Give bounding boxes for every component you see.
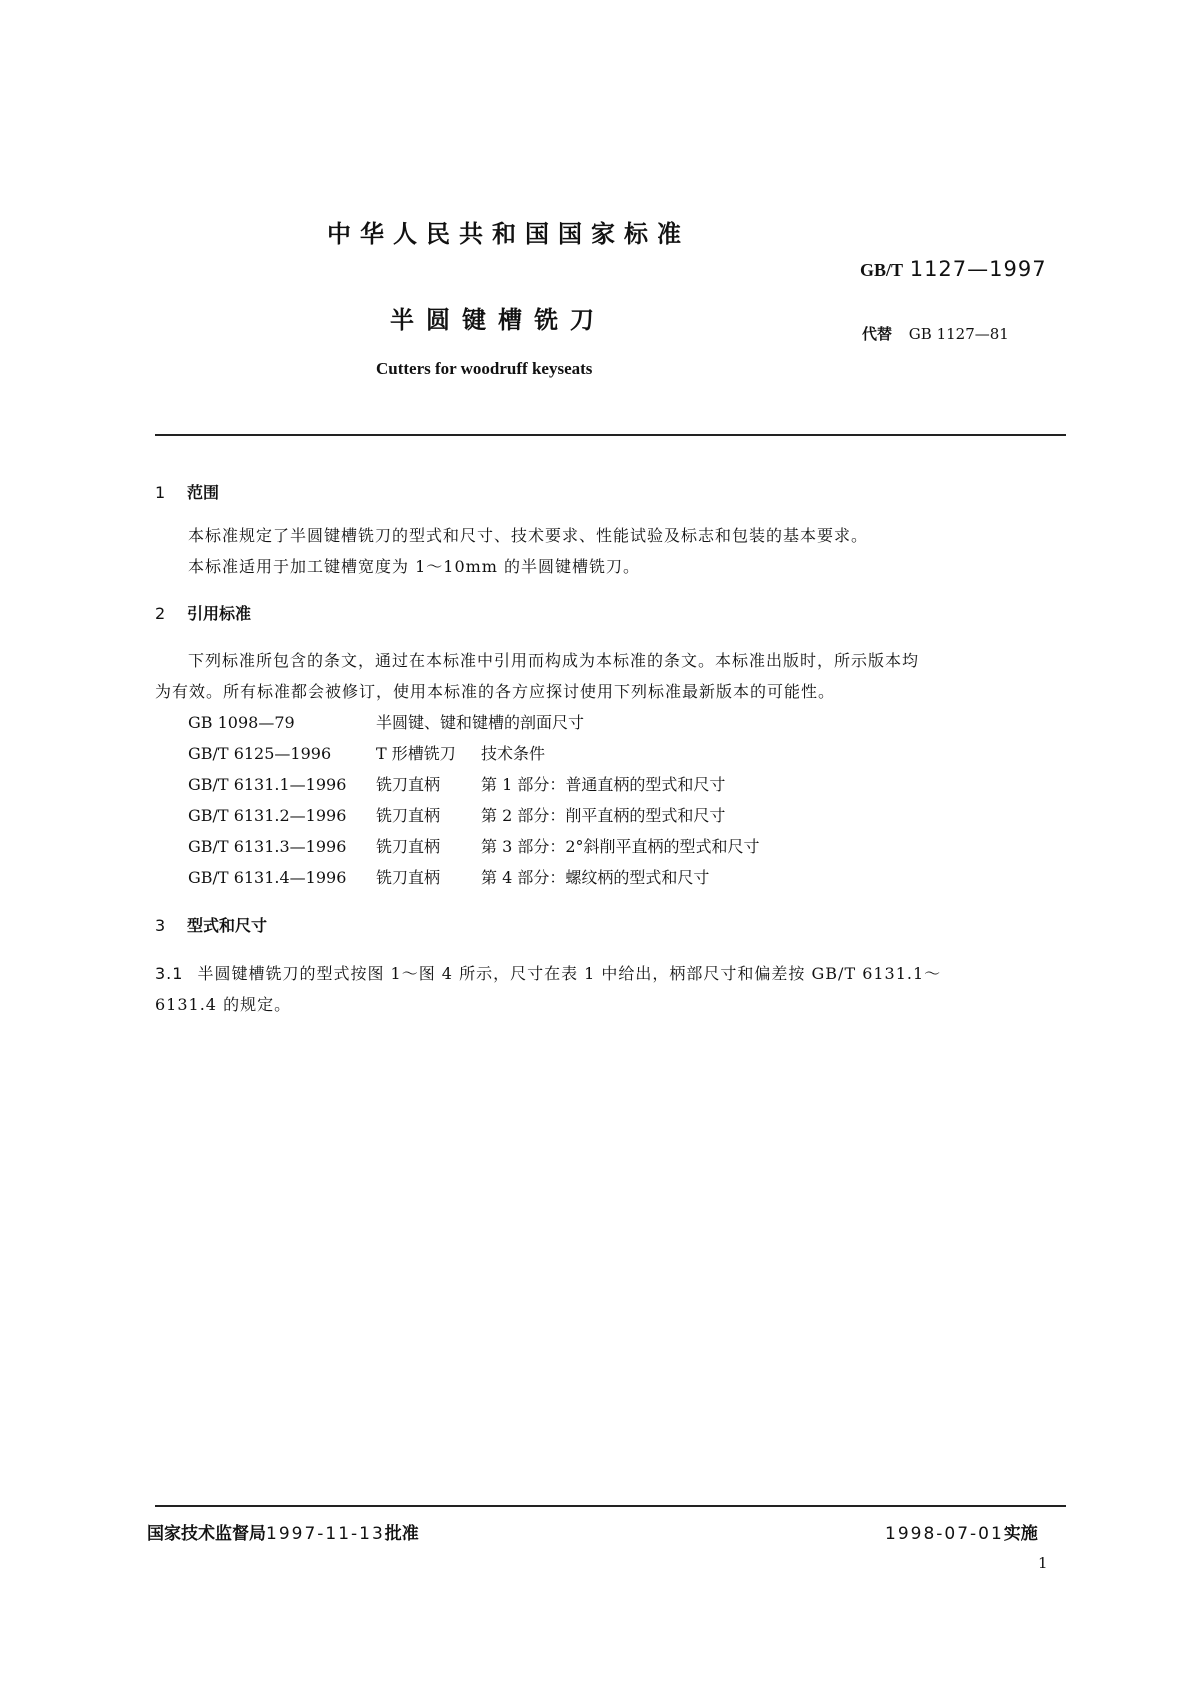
reference-item [188, 710, 584, 733]
reference-item [188, 772, 725, 795]
references-intro-line-2: 为有效。所有标准都会被修订，使用本标准的各方应探讨使用下列标准最新版本的可能性。 [155, 682, 836, 701]
reference-name: 铣刀直柄 [376, 806, 441, 825]
reference-name: 半圆键、键和键槽的剖面尺寸 [376, 713, 585, 732]
replaces-note [862, 323, 1009, 344]
standard-code: 1127—1997 [909, 257, 1047, 281]
clause-text: 半圆键槽铣刀的型式按图 1～图 4 所示，尺寸在表 1 中给出，柄部尺寸和偏差按 GB/T 6131.1～ [197, 964, 942, 983]
clause-3-1-line-1 [155, 961, 941, 984]
footer-divider [155, 1505, 1066, 1507]
section-3-heading [155, 913, 267, 936]
reference-part: 第 1 部分：普通直柄的型式和尺寸 [481, 775, 726, 794]
section-number: 2 [155, 604, 166, 623]
reference-part: 第 3 部分：2°斜削平直柄的型式和尺寸 [481, 837, 760, 856]
approval-info [147, 1519, 419, 1544]
reference-part: 第 2 部分：削平直柄的型式和尺寸 [481, 806, 726, 825]
section-title: 引用标准 [187, 604, 252, 623]
references-intro-line-1: 下列标准所包含的条文，通过在本标准中引用而构成为本标准的条文。本标准出版时，所示版本均 [188, 651, 920, 670]
national-standard-heading: 中华人民共和国国家标准 [327, 220, 690, 248]
reference-name: T 形槽铣刀 [376, 744, 456, 763]
document-title-cn: 半圆键槽铣刀 [390, 306, 606, 334]
clause-number: 3.1 [155, 964, 184, 983]
header-divider [155, 434, 1066, 436]
reference-code: GB/T 6131.1—1996 [188, 775, 347, 794]
reference-name: 铣刀直柄 [376, 775, 441, 794]
approving-authority: 国家技术监督局 [147, 1524, 266, 1544]
reference-code: GB/T 6131.4—1996 [188, 868, 347, 887]
effective-info [885, 1519, 1038, 1544]
section-title: 范围 [187, 483, 220, 502]
effective-date: 1998-07-01 [885, 1524, 1004, 1544]
replaces-value: GB 1127—81 [908, 325, 1009, 343]
section-title: 型式和尺寸 [187, 916, 268, 935]
reference-name: 铣刀直柄 [376, 868, 441, 887]
reference-code: GB 1098—79 [188, 713, 295, 732]
clause-3-1-line-2: 6131.4 的规定。 [155, 995, 292, 1014]
effective-label: 实施 [1003, 1524, 1038, 1544]
section-2-heading [155, 601, 251, 624]
reference-part: 第 4 部分：螺纹柄的型式和尺寸 [481, 868, 710, 887]
page-number: 1 [1038, 1554, 1048, 1572]
section-number: 1 [155, 483, 166, 502]
reference-code: GB/T 6131.2—1996 [188, 806, 347, 825]
standard-prefix: GB/T [860, 260, 904, 280]
approval-label: 批准 [384, 1524, 419, 1544]
reference-part: 技术条件 [481, 744, 546, 763]
reference-name: 铣刀直柄 [376, 837, 441, 856]
reference-item [188, 834, 760, 857]
reference-code: GB/T 6131.3—1996 [188, 837, 347, 856]
reference-item [188, 865, 709, 888]
section-1-heading [155, 480, 219, 503]
scope-paragraph-1: 本标准规定了半圆键槽铣刀的型式和尺寸、技术要求、性能试验及标志和包装的基本要求。 [188, 526, 869, 545]
approval-date: 1997-11-13 [266, 1524, 385, 1544]
reference-item [188, 803, 725, 826]
section-number: 3 [155, 916, 166, 935]
standard-number [860, 257, 1047, 281]
reference-code: GB/T 6125—1996 [188, 744, 332, 763]
replaces-label: 代替 [862, 325, 893, 343]
reference-item [188, 741, 545, 764]
scope-paragraph-2: 本标准适用于加工键槽宽度为 1～10mm 的半圆键槽铣刀。 [188, 557, 641, 576]
document-title-en: Cutters for woodruff keyseats [376, 359, 593, 378]
